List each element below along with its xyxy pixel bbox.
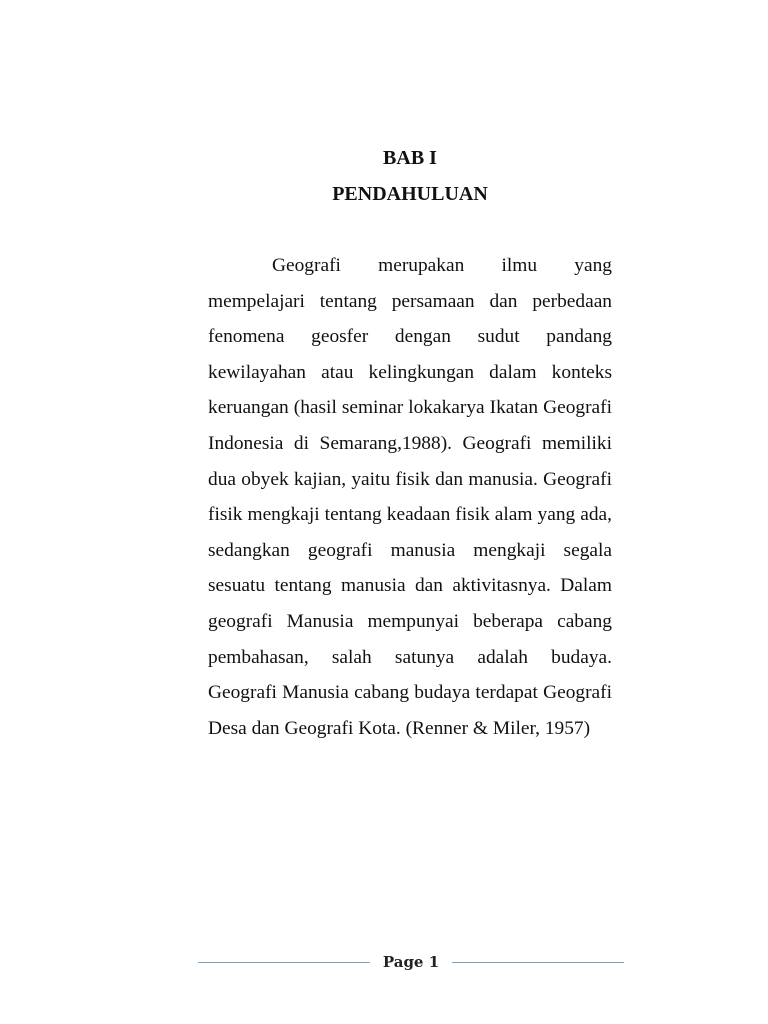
footer-rule-right — [452, 962, 624, 963]
page-footer — [198, 950, 624, 974]
body-paragraph: Geografi merupakan ilmu yang mempelajari tentang persamaan dan perbedaan fenomena geosfer dengan sudut pandang kewilayahan atau kelingkungan dalam konteks keruangan (hasil seminar lokakarya Ikatan Geografi Indonesia di Semarang,1988). Geografi memiliki dua obyek kajian, yaitu fisik dan manusia. Geografi fisik mengkaji tentang keadaan fisik alam yang ada, sedangkan geografi manusia mengkaji segala sesuatu tentang manusia dan aktivitasnya. Dalam geografi Manusia mempunyai beberapa cabang pembahasan, salah satunya adalah budaya. Geografi Manusia cabang budaya terdapat Geografi Desa dan Geografi Kota. (Renner & Miler, 1957) — [208, 255, 612, 739]
page-number: Page 1 — [382, 953, 440, 971]
chapter-title: PENDAHULUAN — [332, 183, 488, 205]
footer-rule-left — [198, 962, 370, 963]
chapter-heading: BAB I — [383, 147, 437, 169]
